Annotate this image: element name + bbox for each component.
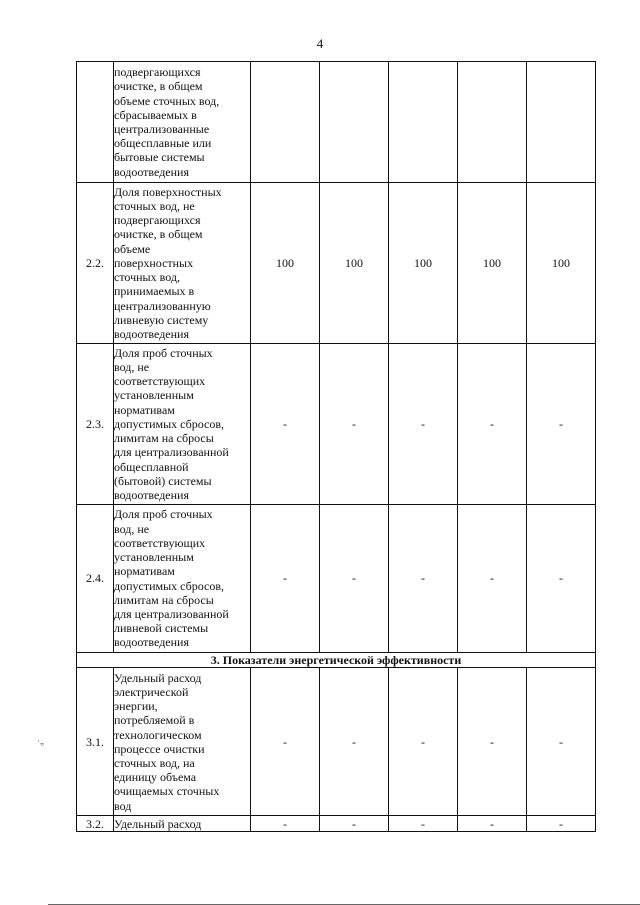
value-cell: - (527, 505, 596, 653)
indicator-name-line: Удельный расход (114, 816, 202, 831)
indicator-name (114, 344, 251, 505)
indicator-name-line: вод, не (114, 521, 150, 536)
indicator-name-line: Доля поверхностных (114, 184, 222, 199)
indicators-table (76, 61, 596, 832)
indicator-name-line: соответствующих (114, 374, 206, 389)
value-cell: - (389, 505, 458, 653)
indicator-name-line: бытовые системы (114, 150, 205, 165)
indicator-name-line: очистке, в общем (114, 79, 203, 94)
indicator-name-line: очищаемых сточных (114, 784, 220, 799)
table-row (77, 183, 596, 344)
table-row (77, 668, 596, 816)
value-cell: 100 (320, 183, 389, 344)
value-cell: 100 (527, 183, 596, 344)
row-number: 2.3. (77, 344, 114, 505)
table-row (77, 344, 596, 505)
row-number: 2.4. (77, 505, 114, 653)
value-cell: - (389, 344, 458, 505)
indicator-name-line: допустимых сбросов, (114, 416, 225, 431)
indicator-name-line: Доля проб сточных (114, 507, 213, 522)
value-cell: - (389, 816, 458, 832)
table-row (77, 62, 596, 183)
value-cell: - (251, 505, 320, 653)
indicator-name-line: единицу объема (114, 770, 197, 785)
indicator-name-line: (бытовой) системы (114, 473, 212, 488)
value-cell (458, 62, 527, 183)
indicator-name-line: соответствующих (114, 535, 206, 550)
indicator-name-line: потребляемой в (114, 713, 195, 728)
indicator-name-line: Удельный расход (114, 670, 202, 685)
indicator-name-line: сточных вод, (114, 270, 180, 285)
value-cell: - (527, 668, 596, 816)
value-cell: - (251, 816, 320, 832)
value-cell: - (251, 344, 320, 505)
value-cell: - (458, 816, 527, 832)
indicator-name (114, 668, 251, 816)
section-header: 3. Показатели энергетической эффективности (77, 653, 596, 668)
value-cell: - (527, 816, 596, 832)
indicator-name-line: общесплавные или (114, 136, 212, 151)
indicator-name-line: нормативам (114, 402, 175, 417)
indicator-name-line: сбрасываемых в (114, 107, 197, 122)
value-cell: - (251, 668, 320, 816)
indicator-name-line: принимаемых в (114, 284, 195, 299)
row-number: 3.1. (77, 668, 114, 816)
indicator-name-line: объеме сточных вод, (114, 93, 220, 108)
indicator-name-line: водоотведения (114, 487, 189, 502)
indicator-name-line: процессе очистки (114, 741, 205, 756)
value-cell: - (320, 816, 389, 832)
value-cell (251, 62, 320, 183)
indicator-name-line: вод, не (114, 360, 150, 375)
value-cell (320, 62, 389, 183)
indicator-name (114, 62, 251, 183)
indicator-name-line: вод (114, 798, 132, 813)
indicator-name-line: для централизованной (114, 606, 229, 621)
value-cell: - (527, 344, 596, 505)
indicator-name (114, 183, 251, 344)
value-cell: - (320, 668, 389, 816)
indicator-name (114, 505, 251, 653)
indicator-name-line: энергии, (114, 699, 158, 714)
indicator-name-line: ливневую систему (114, 312, 209, 327)
indicator-name-line: водоотведения (114, 164, 189, 179)
section-header-row (77, 653, 596, 668)
page-number: 4 (316, 36, 324, 51)
indicator-name-line: Доля проб сточных (114, 345, 213, 360)
indicator-name-line: сточных вод, не (114, 199, 195, 214)
indicator-name-line: ливневой системы (114, 621, 209, 636)
row-number (77, 62, 114, 183)
indicator-name-line: лимитам на сбросы (114, 592, 214, 607)
value-cell (527, 62, 596, 183)
indicator-name-line: водоотведения (114, 326, 189, 341)
scan-mark: ·„ (37, 736, 44, 746)
value-cell: - (458, 668, 527, 816)
value-cell: 100 (251, 183, 320, 344)
indicator-name-line: сточных вод, на (114, 755, 195, 770)
indicator-name-line: объеме (114, 241, 151, 256)
value-cell: 100 (458, 183, 527, 344)
indicator-name-line: допустимых сбросов, (114, 578, 225, 593)
value-cell: 100 (389, 183, 458, 344)
indicator-name-line: установленным (114, 388, 194, 403)
indicator-name-line: нормативам (114, 564, 175, 579)
indicator-name-line: установленным (114, 550, 194, 565)
indicator-name-line: подвергающихся (114, 65, 201, 80)
indicator-name (114, 816, 251, 832)
indicator-name-line: поверхностных (114, 255, 194, 270)
indicator-name-line: централизованные (114, 122, 210, 136)
value-cell: - (458, 505, 527, 653)
indicator-name-line: электрической (114, 684, 189, 699)
row-number: 3.2. (77, 816, 114, 832)
indicator-name-line: очистке, в общем (114, 227, 203, 242)
value-cell: - (458, 344, 527, 505)
value-cell: - (320, 344, 389, 505)
value-cell: - (320, 505, 389, 653)
value-cell (389, 62, 458, 183)
value-cell: - (389, 668, 458, 816)
indicator-name-line: технологическом (114, 727, 202, 742)
indicator-name-line: для централизованной (114, 445, 229, 460)
table-row (77, 816, 596, 832)
indicator-name-line: общесплавной (114, 459, 189, 474)
indicator-name-line: лимитам на сбросы (114, 431, 214, 446)
indicator-name-line: централизованную (114, 298, 211, 313)
row-number: 2.2. (77, 183, 114, 344)
table-row (77, 505, 596, 653)
indicator-name-line: водоотведения (114, 635, 189, 650)
indicator-name-line: подвергающихся (114, 213, 201, 228)
